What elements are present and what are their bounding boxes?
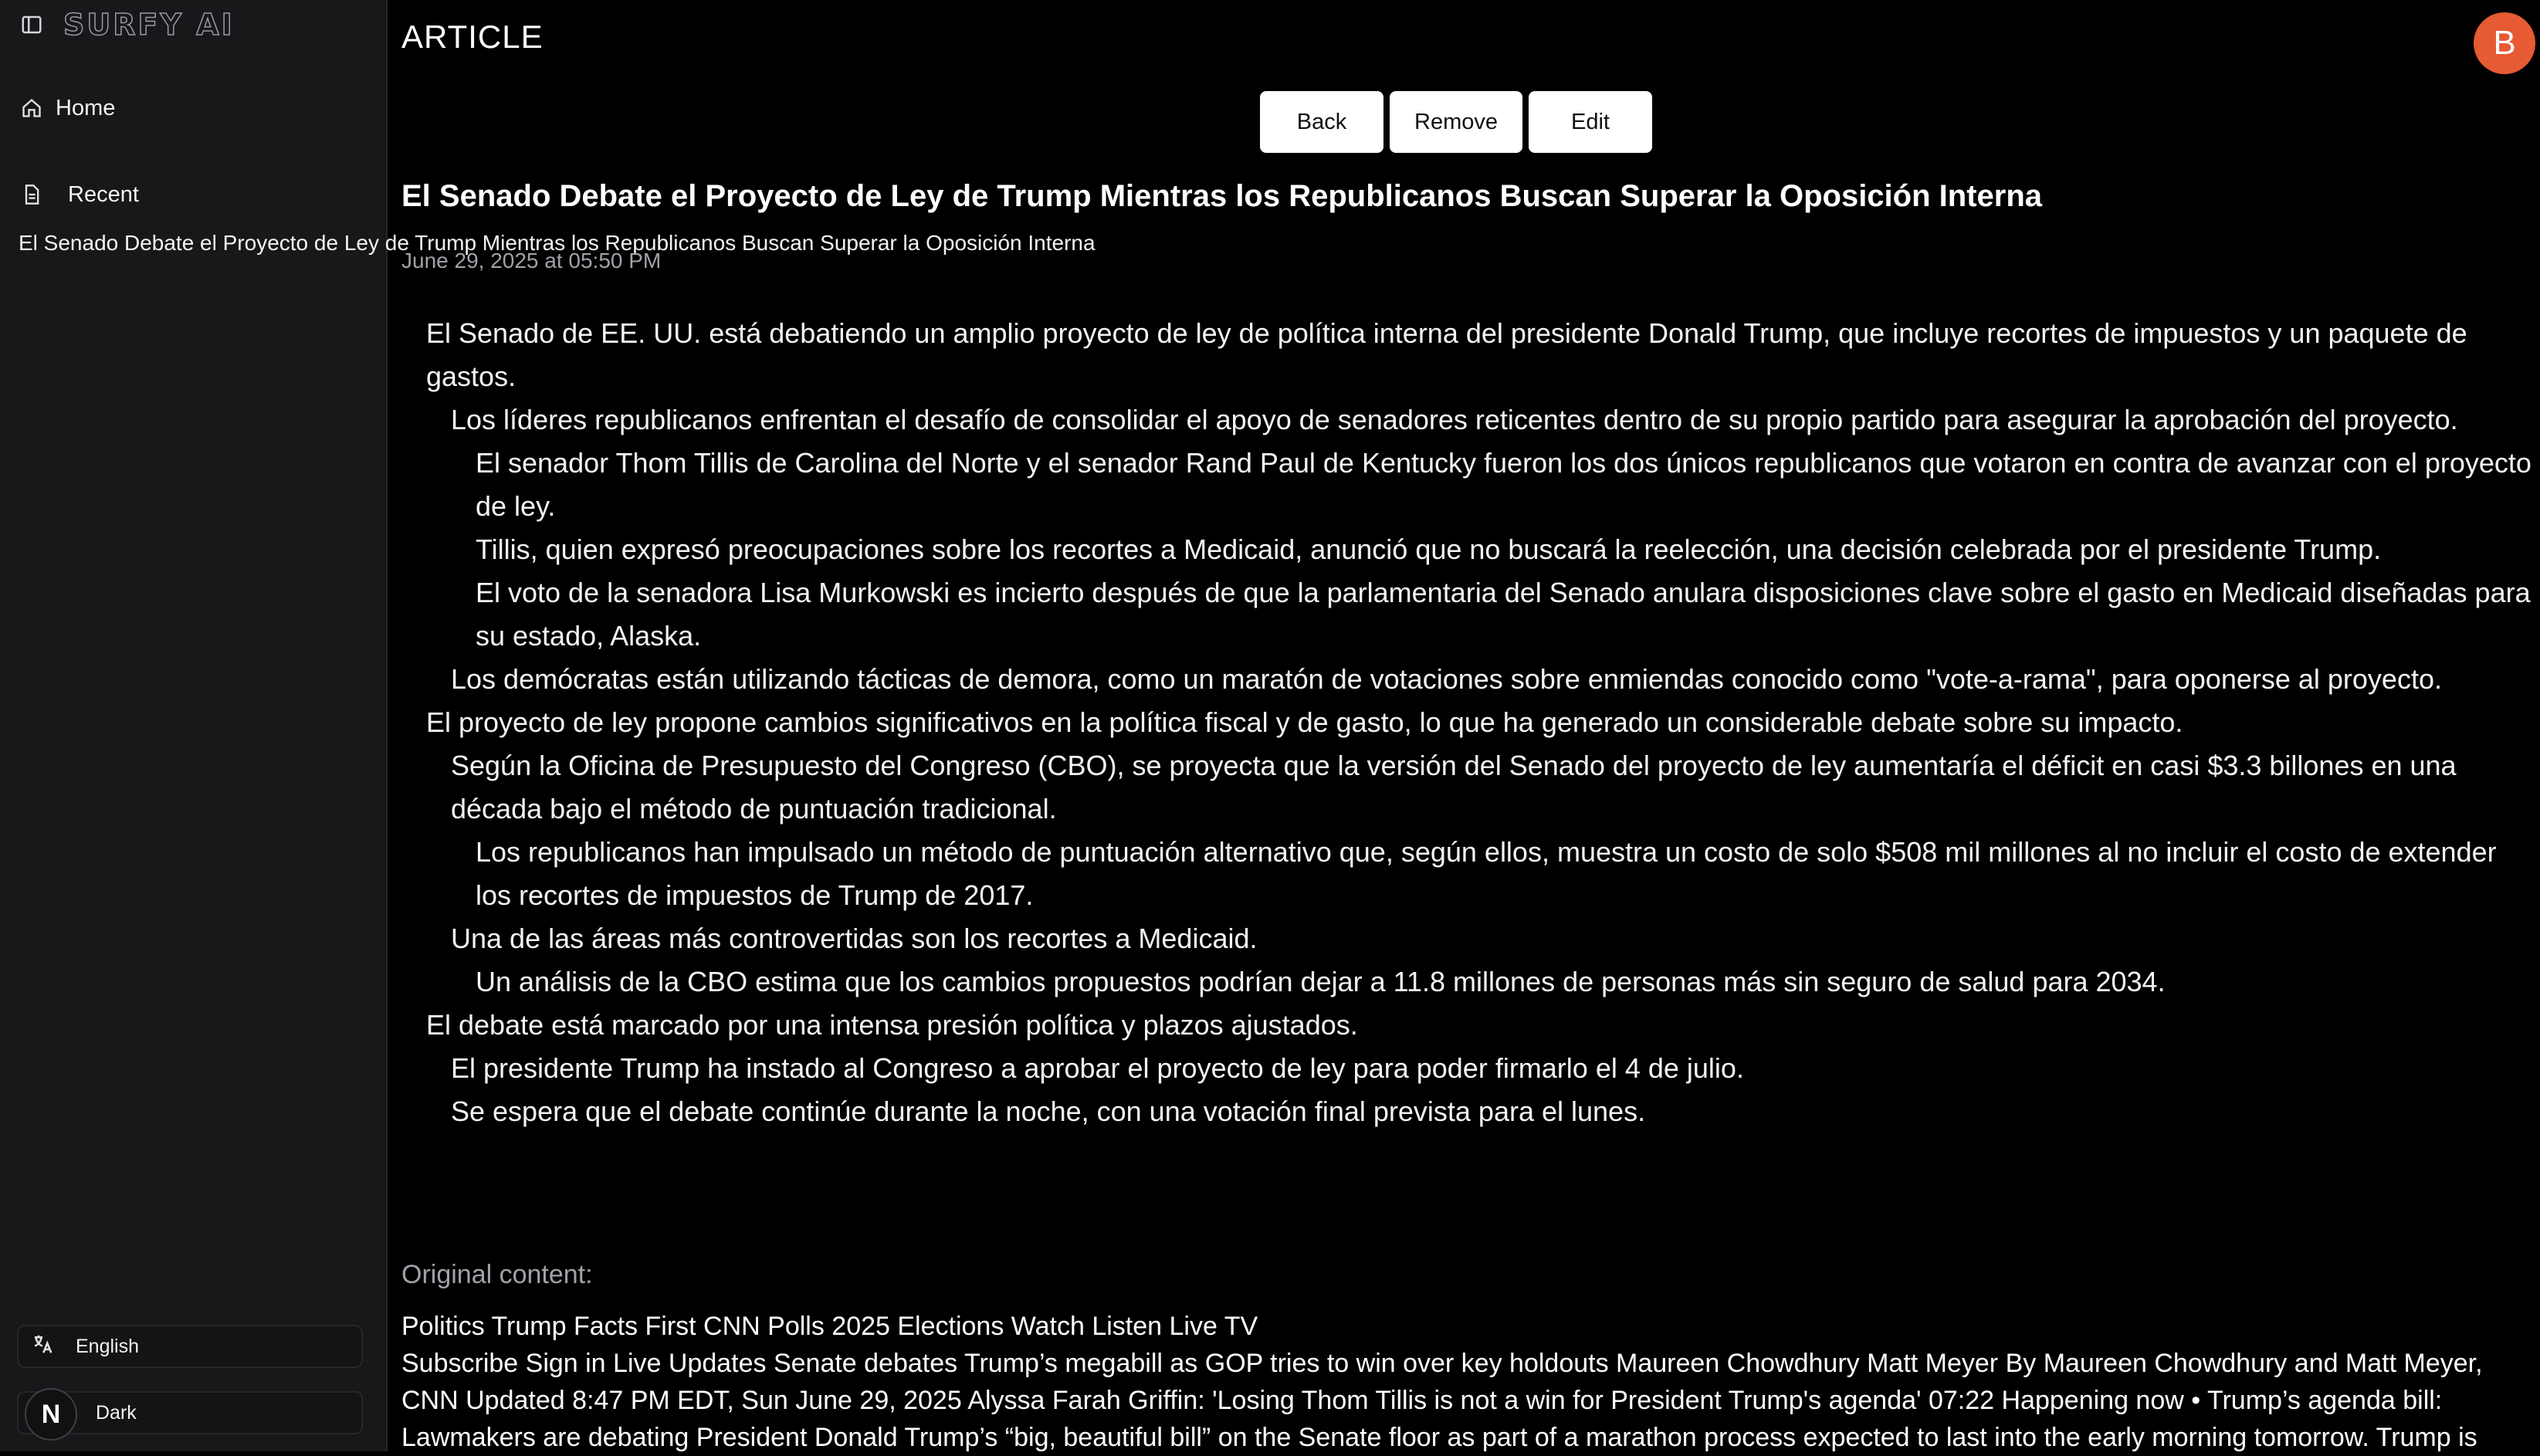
original-content-line: Politics Trump Facts First CNN Polls 2025 Elections Watch Listen Live TV [401, 1312, 1258, 1341]
summary-line: Se espera que el debate continúe durante la noche, con una votación final prevista para el lunes. [451, 1095, 1646, 1127]
sidebar-toggle-icon[interactable] [20, 13, 43, 36]
summary-line: El presidente Trump ha instado al Congreso a aprobar el proyecto de ley para poder firmarlo el 4 de julio. [451, 1052, 1744, 1084]
recent-item[interactable]: El Senado Debate el Proyecto de Ley de Trump Mientras los Republicanos Buscan Superar la Oposición Interna [19, 231, 1096, 255]
sidebar-section-recent [0, 173, 386, 216]
article-date: June 29, 2025 at 05:50 PM [401, 249, 662, 273]
home-icon [20, 97, 43, 120]
sidebar-footer [17, 1325, 363, 1451]
n-badge[interactable]: N [25, 1388, 77, 1441]
sidebar-item-home[interactable] [0, 86, 386, 130]
main-content [388, 0, 2540, 1451]
summary-line: El debate está marcado por una intensa presión política y plazos ajustados. [426, 1009, 1358, 1041]
summary-line: Los republicanos han impulsado un método de puntuación alternativo que, según ellos, muestra un costo de solo $508 mil millones al no incluir el costo de extender los recortes de impuestos de Trump de 2017. [476, 836, 2497, 911]
original-content-text: Subscribe Sign in Live Updates Senate debates Trump’s megabill as GOP tries to win over key holdouts Maureen Chowdhury Matt Meyer By Maureen Chowdhury and Matt Meyer, CNN Updated 8:47 PM EDT, Sun June 29, 2025 Alyssa Farah Griffin: 'Losing Thom Tillis is not a win for President Trump's agenda' 07:22 Happening now • Trump’s agenda bill: Lawmakers are debating President Donald Trump’s “big, beautiful bill” on the Senate floor as part of a marathon process expected to last into the early morning tomorrow. Trump is [401, 1349, 2483, 1452]
theme-label: Dark [96, 1401, 137, 1424]
summary-line: El voto de la senadora Lisa Murkowski es incierto después de que la parlamentaria del Senado anulara disposiciones clave sobre el gasto en Medicaid diseñadas para su estado, Alaska. [476, 577, 2531, 652]
remove-button[interactable]: Remove [1390, 91, 1522, 153]
edit-button[interactable]: Edit [1529, 91, 1652, 153]
translate-icon [31, 1332, 54, 1361]
summary-line: El Senado de EE. UU. está debatiendo un amplio proyecto de ley de política interna del presidente Donald Trump, que incluye recortes de impuestos y un paquete de gastos. [426, 317, 2467, 392]
language-label: English [76, 1335, 139, 1357]
avatar[interactable]: B [2474, 12, 2535, 74]
sidebar-section-label: Recent [68, 181, 139, 207]
back-button[interactable]: Back [1260, 91, 1383, 153]
summary-line: Tillis, quien expresó preocupaciones sobre los recortes a Medicaid, anunció que no buscará la reelección, una decisión celebrada por el presidente Trump. [476, 533, 2382, 565]
theme-button[interactable] [17, 1391, 363, 1434]
original-content-label: Original content: [401, 1260, 593, 1289]
app-logo: SURFY AI [63, 8, 235, 42]
sidebar-item-label: Home [56, 95, 116, 120]
language-button[interactable] [17, 1325, 363, 1368]
document-icon [20, 183, 43, 206]
summary-line: El senador Thom Tillis de Carolina del Norte y el senador Rand Paul de Kentucky fueron los dos únicos republicanos que votaron en contra de avanzar con el proyecto de ley. [476, 447, 2532, 522]
summary-line: El proyecto de ley propone cambios significativos en la política fiscal y de gasto, lo que ha generado un considerable debate sobre su impacto. [426, 706, 2183, 738]
sidebar-header [0, 3, 386, 46]
article-body [401, 312, 2532, 1133]
summary-line: Los líderes republicanos enfrentan el desafío de consolidar el apoyo de senadores reticentes dentro de su propio partido para asegurar la aprobación del proyecto. [451, 404, 2458, 435]
page-title: ARTICLE [401, 19, 544, 55]
article-title: El Senado Debate el Proyecto de Ley de Trump Mientras los Republicanos Buscan Superar la Oposición Interna [401, 179, 2042, 213]
original-content [401, 1308, 2509, 1456]
summary-line: Según la Oficina de Presupuesto del Congreso (CBO), se proyecta que la versión del Senado del proyecto de ley aumentaría el déficit en casi $3.3 billones en una década bajo el método de puntuación tradicional. [451, 750, 2457, 825]
summary-line: Un análisis de la CBO estima que los cambios propuestos podrían dejar a 11.8 millones de personas más sin seguro de salud para 2034. [476, 966, 2166, 997]
summary-line: Una de las áreas más controvertidas son los recortes a Medicaid. [451, 923, 1258, 954]
article-toolbar [1260, 91, 1652, 153]
summary-line: Los demócratas están utilizando tácticas de demora, como un maratón de votaciones sobre enmiendas conocido como "vote-a-rama", para oponerse al proyecto. [451, 663, 2442, 695]
